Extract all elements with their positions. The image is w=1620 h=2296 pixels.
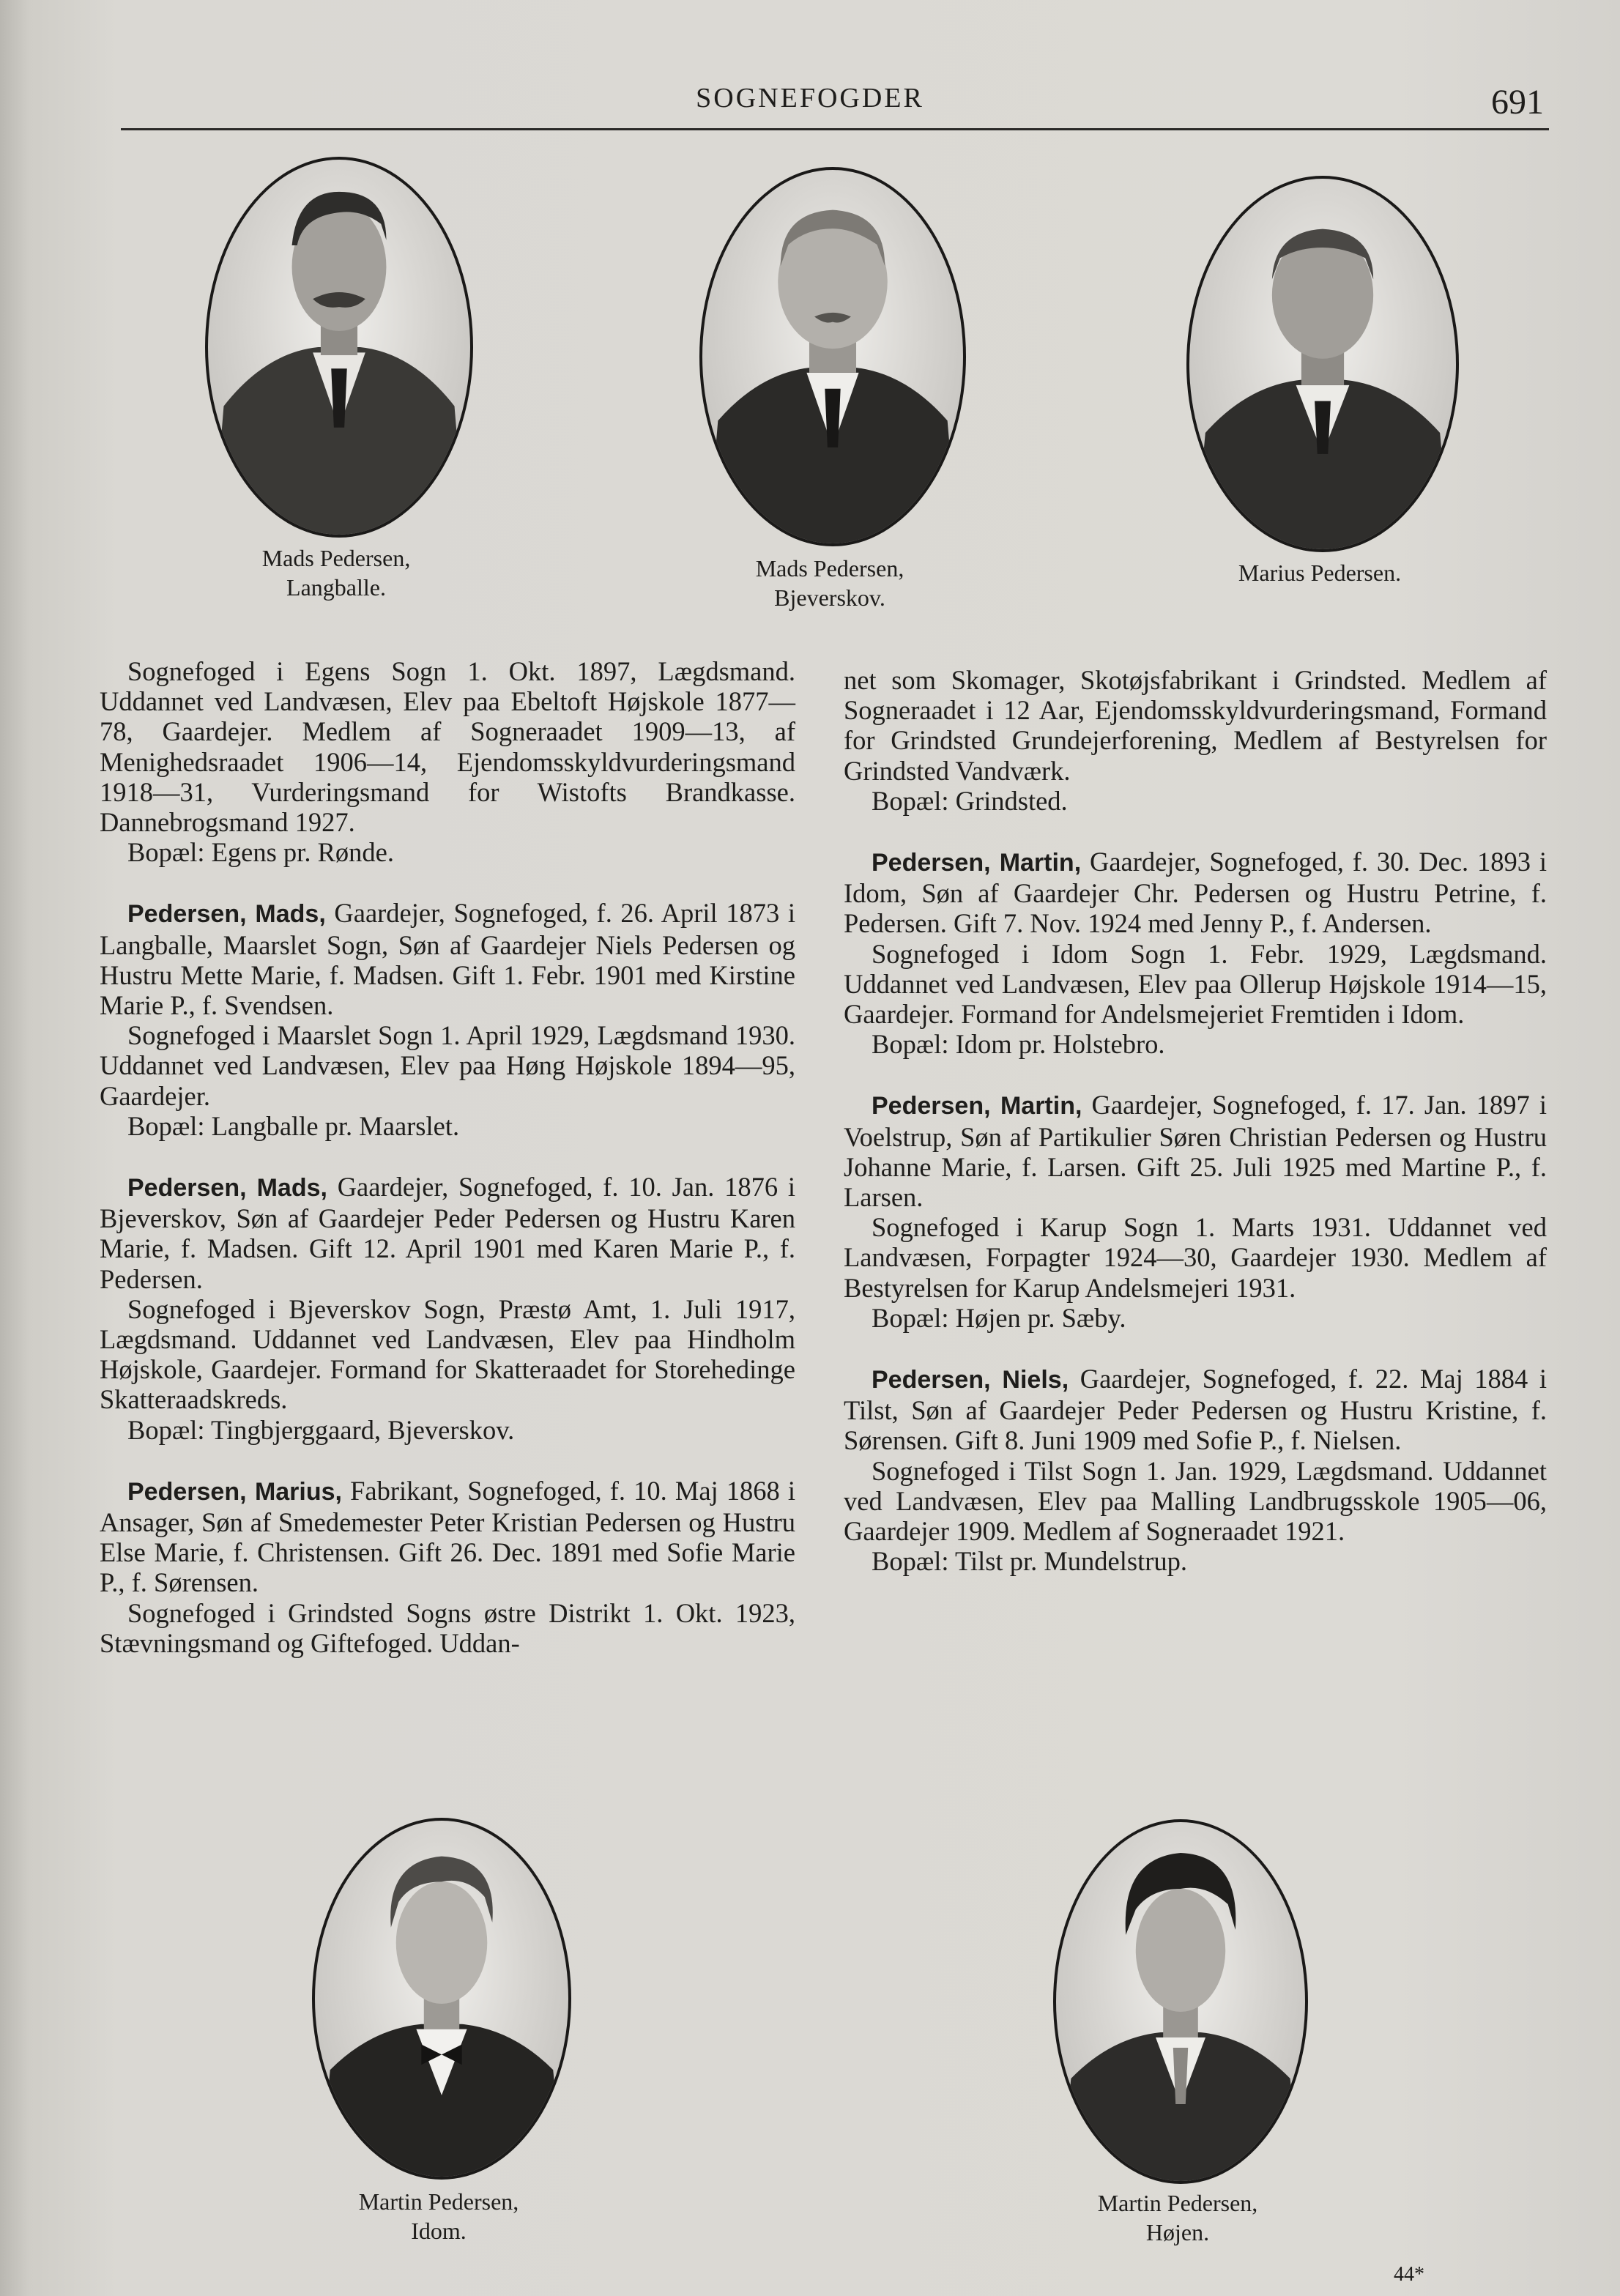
- paragraph: Bopæl: Grindsted.: [872, 785, 1068, 816]
- paragraph: Bopæl: Langballe pr. Maarslet.: [127, 1110, 460, 1141]
- portrait-mads-pedersen-bjeverskov: [699, 167, 966, 546]
- entry-name: Pedersen, Martin,: [872, 1092, 1082, 1121]
- entry-text: Gaardejer, Sognefoged, f. 22. Maj 1884 i Tilst, Søn af Gaardejer Peder Pedersen og Hustru Kristine, f. Sørensen. Gift 8. Juni 1909 med Sofie P., f. Nielsen.: [844, 1364, 1547, 1456]
- entry-paragraph: [100, 898, 795, 1020]
- paragraph: Bopæl: Egens pr. Rønde.: [127, 837, 394, 868]
- caption-portrait-4: [312, 2187, 565, 2245]
- entry-text: Gaardejer, Sognefoged, f. 10. Jan. 1876 i Bjeverskov, Søn af Gaardejer Peder Pedersen og Hustru Karen Marie, f. Madsen. Gift 12. April 1901 med Karen Marie P., f. Pedersen.: [100, 1172, 795, 1294]
- portrait-mads-pedersen-langballe: [205, 157, 473, 538]
- entry-text: Fabrikant, Sognefoged, f. 10. Maj 1868 i Ansager, Søn af Smedemester Peter Kristian Pedersen og Hustru Else Marie, f. Christensen. Gift 26. Dec. 1891 med Sofie Marie P., f. Sørensen.: [100, 1475, 795, 1598]
- left-text-column: [100, 656, 795, 1658]
- paragraph: Sognefoged i Grindsted Sogns østre Distrikt 1. Okt. 1923, Stævningsmand og Giftefoged. Uddan-: [100, 1597, 795, 1658]
- entry-name: Pedersen, Marius,: [127, 1477, 342, 1506]
- paragraph: Sognefoged i Egens Sogn 1. Okt. 1897, Lægdsmand. Uddannet ved Landvæsen, Elev paa Ebeltoft Højskole 1877—78, Gaardejer. Medlem af Sogneraadet 1909—13, af Menighedsraadet 1906—14, Ejendomsskyldvurderingsmand 1918—31, Vurderingsmand for Wistofts Brandkasse. Dannebrogsmand 1927.: [100, 656, 795, 838]
- caption-name: Martin Pedersen,: [358, 2188, 519, 2215]
- right-text-column: [844, 665, 1547, 1576]
- paragraph: Bopæl: Højen pr. Sæby.: [872, 1302, 1126, 1333]
- header-rule: [121, 128, 1549, 130]
- entry-paragraph: [100, 1476, 795, 1598]
- paragraph: Bopæl: Tingbjerggaard, Bjeverskov.: [127, 1414, 515, 1445]
- paragraph: Sognefoged i Idom Sogn 1. Febr. 1929, Lægdsmand. Uddannet ved Landvæsen, Elev paa Ollerup Højskole 1914—15, Gaardejer. Formand for Andelsmejeriet Fremtiden i Idom.: [844, 938, 1547, 1030]
- page-number: 691: [1491, 83, 1544, 122]
- entry-name: Pedersen, Mads,: [127, 900, 326, 929]
- paragraph: net som Skomager, Skotøjsfabrikant i Grindsted. Medlem af Sogneraadet i 12 Aar, Ejendomsskyldvurderingsmand, Formand for Grindsted Grundejerforening, Medlem af Bestyrelsen for Grindsted Vandværk.: [844, 665, 1547, 786]
- portrait-martin-pedersen-hojen: [1053, 1819, 1308, 2184]
- paragraph: Sognefoged i Maarslet Sogn 1. April 1929, Lægdsmand 1930. Uddannet ved Landvæsen, Elev paa Høng Højskole 1894—95, Gaardejer.: [100, 1020, 795, 1111]
- entry-paragraph: [100, 1172, 795, 1294]
- caption-name: Mads Pedersen,: [755, 555, 904, 582]
- caption-portrait-2: [699, 554, 960, 612]
- paragraph: Sognefoged i Tilst Sogn 1. Jan. 1929, Lægdsmand. Uddannet ved Landvæsen, Elev paa Malling Landbrugsskole 1905—06, Gaardejer 1909. Medlem af Sogneraadet 1921.: [844, 1455, 1547, 1547]
- caption-place: Idom.: [411, 2218, 467, 2244]
- caption-portrait-3: [1186, 558, 1453, 587]
- portrait-martin-pedersen-idom: [312, 1818, 571, 2180]
- caption-place: Højen.: [1145, 2219, 1210, 2245]
- running-head: SOGNEFOGDER: [696, 83, 924, 114]
- caption-portrait-5: [1053, 2188, 1302, 2247]
- portrait-marius-pedersen: [1186, 176, 1459, 552]
- paragraph: Sognefoged i Karup Sogn 1. Marts 1931. Uddannet ved Landvæsen, Forpagter 1924—30, Gaardejer 1930. Medlem af Bestyrelsen for Karup Andelsmejeri 1931.: [844, 1212, 1547, 1303]
- entry-paragraph: [844, 1364, 1547, 1456]
- caption-portrait-1: [205, 543, 467, 602]
- caption-place: Langballe.: [286, 574, 386, 601]
- paragraph: Bopæl: Tilst pr. Mundelstrup.: [872, 1546, 1188, 1577]
- entry-text: Gaardejer, Sognefoged, f. 17. Jan. 1897 i Voelstrup, Søn af Partikulier Søren Christian Pedersen og Hustru Johanne Marie, f. Larsen. Gift 25. Juli 1925 med Martine P., f. Larsen.: [844, 1090, 1547, 1213]
- paragraph: Sognefoged i Bjeverskov Sogn, Præstø Amt, 1. Juli 1917, Lægdsmand. Uddannet ved Landvæsen, Elev paa Hindholm Højskole, Gaardejer. Formand for Skatteraadet for Storehedinge Skatteraadskreds.: [100, 1293, 795, 1415]
- entry-paragraph: [844, 1090, 1547, 1212]
- signature-mark: 44*: [1394, 2263, 1424, 2286]
- entry-text: Gaardejer, Sognefoged, f. 30. Dec. 1893 i Idom, Søn af Gaardejer Chr. Pedersen og Hustru Petrine, f. Pedersen. Gift 7. Nov. 1924 med Jenny P., f. Andersen.: [844, 847, 1547, 939]
- paragraph: Bopæl: Idom pr. Holstebro.: [872, 1029, 1165, 1060]
- caption-name: Marius Pedersen.: [1238, 560, 1402, 586]
- entry-name: Pedersen, Mads,: [127, 1174, 327, 1203]
- entry-text: Gaardejer, Sognefoged, f. 26. April 1873 i Langballe, Maarslet Sogn, Søn af Gaardejer Niels Pedersen og Hustru Mette Marie, f. Madsen. Gift 1. Febr. 1901 med Kirstine Marie P., f. Svendsen.: [100, 898, 795, 1021]
- caption-name: Martin Pedersen,: [1097, 2190, 1258, 2216]
- entry-name: Pedersen, Niels,: [872, 1366, 1069, 1394]
- caption-name: Mads Pedersen,: [261, 545, 411, 571]
- entry-paragraph: [844, 847, 1547, 939]
- entry-name: Pedersen, Martin,: [872, 849, 1082, 877]
- caption-place: Bjeverskov.: [774, 584, 885, 611]
